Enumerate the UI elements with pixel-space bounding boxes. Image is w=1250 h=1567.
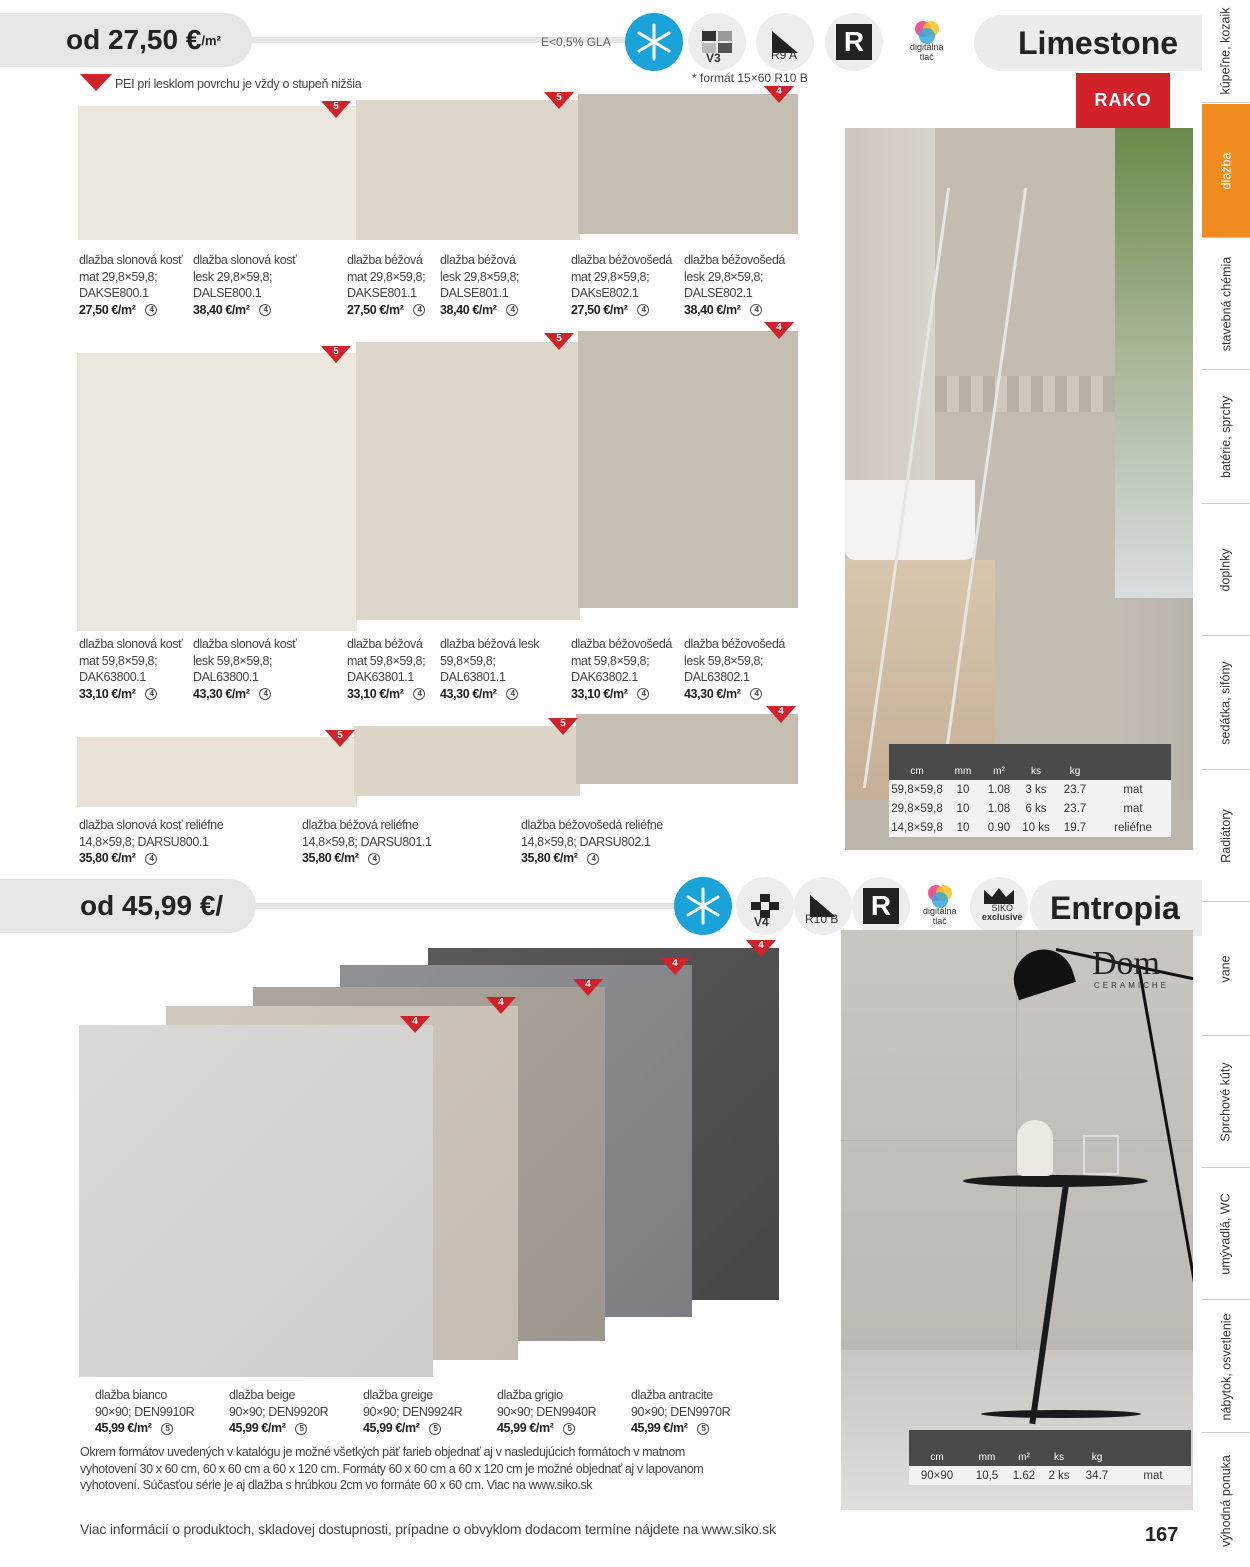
product-size: 90×90; DEN9920R: [229, 1404, 329, 1419]
side-nav-item-accessories[interactable]: [1202, 505, 1250, 636]
slip-resistance-icon: [756, 13, 814, 71]
product-name: dlažba béžová: [347, 637, 423, 651]
spec-cell: 29,8×59,8: [891, 802, 943, 815]
spec-h-cm: cm: [930, 1452, 944, 1463]
spec-cell: 0.90: [987, 821, 1011, 834]
nav-label: umývadlá, WC: [1219, 1193, 1233, 1275]
pei-num-r2-2: 5: [556, 333, 562, 344]
entropia-spec-table: [909, 1430, 1191, 1485]
product-size: 14,8×59,8; DARSU800.1: [79, 834, 209, 849]
slip-label: R9 A: [771, 48, 798, 62]
spec-cell: 1.08: [987, 802, 1011, 815]
spec-h-surface: [1115, 1430, 1191, 1466]
spec-h-cm: cm: [910, 766, 924, 777]
spec-h-m2: m²: [1018, 1452, 1030, 1463]
tile-bianco: [79, 1025, 433, 1377]
product-price: 45,99 €/m²: [497, 1421, 554, 1435]
product-r1-6: [684, 252, 785, 318]
product-name: dlažba béžová: [440, 253, 516, 267]
side-nav-item-shower-enclosures[interactable]: [1202, 1037, 1250, 1168]
tile-ivory-30x60: [78, 106, 358, 240]
product-r1-3: [347, 252, 425, 318]
product-size: 90×90; DEN9970R: [631, 1404, 731, 1419]
tile-beige-60x60: [356, 342, 580, 620]
spec-header: [909, 1430, 1191, 1466]
side-nav-item-furniture-lighting[interactable]: [1202, 1301, 1250, 1433]
pei-badge: 4: [145, 853, 157, 865]
product-name: dlažba béžová: [347, 253, 423, 267]
pei-num-r1-3: 4: [776, 86, 782, 97]
spec-cell: 23.7: [1063, 783, 1087, 796]
tile-beige-30x60: [356, 100, 580, 240]
product-name: dlažba slonová kosť: [193, 637, 297, 651]
product-name: dlažba béžovošedá: [571, 253, 672, 267]
pei-num-e3: 4: [585, 979, 591, 990]
product-size: 90×90; DEN9924R: [363, 1404, 463, 1419]
product-price: 38,40 €/m²: [440, 302, 497, 317]
side-nav-item-tiles[interactable]: [1202, 104, 1250, 238]
product-price: 35,80 €/m²: [79, 851, 136, 865]
pei-badge: 4: [368, 853, 380, 865]
product-name: dlažba greige: [363, 1388, 433, 1402]
digital-print-label: [910, 42, 944, 62]
siko-exclusive-label: [982, 904, 1023, 922]
nav-label: sedátka, sifóny: [1219, 661, 1234, 745]
spec-row: [909, 1466, 1191, 1485]
spec-row: [889, 818, 1171, 837]
side-nav-item-washbasins-wc[interactable]: [1202, 1169, 1250, 1300]
pei-badge: 4: [259, 304, 271, 316]
entropia-title-text: Entropia: [1050, 889, 1180, 926]
pei-badge: 4: [750, 688, 762, 700]
rectified-icon: [825, 13, 883, 71]
pei-badge: 4: [750, 304, 762, 316]
limestone-price-banner: [0, 13, 252, 67]
spec-cell: reliéfne: [1114, 821, 1152, 834]
product-name: dlažba antracite: [631, 1388, 713, 1402]
nav-label: Sprchové kúty: [1219, 1062, 1233, 1142]
product-code: DAK63800.1: [79, 670, 146, 684]
product-name: dlažba béžovošedá: [684, 637, 785, 651]
side-nav-item-bathrooms[interactable]: [1202, 0, 1250, 103]
pei-badge: 4: [637, 688, 649, 700]
product-code: DAKsE802.1: [571, 286, 639, 300]
product-price: 43,30 €/m²: [684, 686, 741, 701]
product-price: 35,80 €/m²: [302, 851, 359, 865]
side-table-top: [963, 1175, 1148, 1187]
product-name: dlažba slonová kosť: [79, 253, 183, 267]
product-price: 33,10 €/m²: [79, 686, 136, 701]
pei-badge: 5: [563, 1423, 575, 1435]
tile-greige-relief: [576, 714, 798, 784]
product-code: DAK63801.1: [347, 670, 414, 684]
product-price: 38,40 €/m²: [684, 302, 741, 317]
side-table-base: [981, 1410, 1141, 1418]
product-price: 45,99 €/m²: [363, 1421, 420, 1435]
product-r1-5: [571, 252, 672, 318]
product-price: 45,99 €/m²: [229, 1421, 286, 1435]
frost-resistant-icon: [674, 877, 732, 935]
dom-logo: Dom: [1092, 945, 1160, 982]
pei-num-r3-2: 5: [560, 718, 566, 729]
pei-badge: 4: [259, 688, 271, 700]
spec-cell: 6 ks: [1025, 802, 1047, 815]
nav-label: Radiátory: [1219, 809, 1233, 863]
spec-cell: 10,5: [975, 1469, 999, 1482]
product-r3-1: [79, 817, 223, 867]
entropia-room-photo: [841, 930, 1193, 1510]
print-line2: tlač: [919, 52, 934, 62]
product-r3-2: [302, 817, 432, 867]
spec-cell: 34.7: [1085, 1469, 1109, 1482]
entropia-series-title: [1030, 880, 1202, 936]
pei-num-r2-1: 5: [333, 346, 339, 357]
rectified-icon: [852, 877, 910, 935]
product-r2-4: [440, 636, 539, 702]
pei-badge: 5: [295, 1423, 307, 1435]
spec-cell: 10: [956, 821, 970, 834]
pei-num-e1: 4: [758, 940, 764, 951]
product-name: dlažba slonová kosť reliéfne: [79, 818, 224, 832]
product-size: mat 29,8×59,8;: [347, 269, 426, 284]
spec-h-kg: kg: [1091, 1452, 1103, 1463]
product-r2-5: [571, 636, 672, 702]
spec-h-kg: kg: [1069, 766, 1081, 777]
spec-h-ks: ks: [1031, 766, 1041, 777]
spec-cell: mat: [1123, 783, 1143, 796]
product-r2-1: [79, 636, 182, 702]
rectified-label: R: [863, 888, 899, 924]
page-number: 167: [1145, 1524, 1179, 1546]
spec-row: [889, 799, 1171, 818]
side-nav-item-construction-chemistry[interactable]: [1202, 239, 1250, 370]
product-e3: [363, 1387, 462, 1437]
print-line1: digitálna: [923, 906, 957, 916]
pei-badge: 4: [413, 304, 425, 316]
pei-num-e5: 4: [412, 1016, 418, 1027]
spec-cell: 14,8×59,8: [891, 821, 943, 834]
spec-cell: mat: [1143, 1469, 1163, 1482]
side-nav: [1202, 0, 1250, 1567]
product-price: 38,40 €/m²: [193, 302, 250, 317]
pei-warning-triangle-icon: [80, 74, 112, 91]
product-name: dlažba slonová kosť: [79, 637, 183, 651]
rako-logo: RAKO: [1076, 73, 1170, 128]
spec-cell: mat: [1123, 802, 1143, 815]
note-line: Okrem formátov uvedených v katalógu je možné všetkých päť farieb objednať aj v nasledujúcich formátoch v matnom: [80, 1445, 685, 1459]
product-e5: [631, 1387, 730, 1437]
product-code: DAL63800.1: [193, 670, 259, 684]
product-name: dlažba slonová kosť: [193, 253, 297, 267]
format-note: * formát 15×60 R10 B: [692, 71, 808, 85]
nav-label: vane: [1218, 955, 1233, 983]
nav-label: kúpeľne, kozaik: [1219, 7, 1233, 95]
product-size: lesk 29,8×59,8;: [684, 269, 764, 284]
product-price: 45,99 €/m²: [95, 1421, 152, 1435]
spec-cell: 3 ks: [1025, 783, 1047, 796]
pei-num-r2-3: 4: [776, 322, 782, 333]
pei-badge: 4: [413, 688, 425, 700]
product-code: DAL63802.1: [684, 670, 750, 684]
pei-badge: 4: [145, 304, 157, 316]
product-name: dlažba béžovošedá: [571, 637, 672, 651]
product-size: lesk 29,8×59,8;: [440, 269, 520, 284]
product-price: 43,30 €/m²: [193, 686, 250, 701]
vase: [1017, 1120, 1053, 1176]
limestone-price-unit: /m²: [201, 32, 221, 48]
pei-num-e4: 4: [498, 997, 504, 1008]
product-size: 59,8×59,8;: [440, 653, 496, 668]
side-nav-item-bathtubs[interactable]: [1202, 903, 1250, 1036]
product-r2-6: [684, 636, 785, 702]
side-nav-item-seats-siphons[interactable]: [1202, 637, 1250, 770]
product-price: 27,50 €/m²: [347, 302, 404, 317]
tile-beige-relief: [354, 726, 580, 796]
pei-num-r3-3: 4: [778, 706, 784, 717]
spec-h-mm: mm: [978, 1452, 996, 1463]
spec-cell: 19.7: [1063, 821, 1087, 834]
gla-text: E<0,5% GLA: [541, 35, 611, 49]
product-r1-4: [440, 252, 519, 318]
nav-label: batérie, sprchy: [1219, 396, 1234, 478]
pei-num-r1-1: 5: [333, 101, 339, 112]
note-line: vyhotovení 30 x 60 cm, 60 x 60 cm a 60 x 120 cm. Formáty 60 x 60 cm a 60 x 120 cm je možné objednať aj v lapovanom: [80, 1461, 704, 1476]
product-r1-2: [193, 252, 296, 318]
glass-object: [1083, 1135, 1119, 1175]
spec-cell: 23.7: [1063, 802, 1087, 815]
dom-logo-sub: CERAMICHE: [1094, 981, 1170, 990]
product-size: mat 59,8×59,8;: [79, 653, 158, 668]
frost-resistant-icon: [625, 13, 683, 71]
nav-label: dlažba: [1219, 152, 1233, 189]
spec-row: [889, 780, 1171, 799]
spec-cell: 10: [956, 783, 970, 796]
limestone-spec-table: [889, 744, 1171, 837]
product-size: lesk 29,8×59,8;: [193, 269, 273, 284]
product-size: mat 29,8×59,8;: [571, 269, 650, 284]
tile-greige-30x60: [578, 94, 798, 234]
product-size: lesk 59,8×59,8;: [193, 653, 273, 668]
product-size: mat 59,8×59,8;: [347, 653, 426, 668]
product-price: 33,10 €/m²: [571, 686, 628, 701]
limestone-bathroom-photo: [845, 128, 1193, 850]
product-code: DAKSE800.1: [79, 286, 149, 300]
spec-cell: 1.08: [987, 783, 1011, 796]
entropia-banner-line: [254, 903, 674, 909]
print-line2: tlač: [932, 916, 947, 926]
product-code: DALSE800.1: [193, 286, 262, 300]
spec-cell: 10 ks: [1022, 821, 1050, 834]
variation-label: V3: [706, 51, 721, 65]
product-r3-3: [521, 817, 663, 867]
product-name: dlažba grigio: [497, 1388, 563, 1402]
spec-cell: 59,8×59,8: [891, 783, 943, 796]
spec-cell: 1.62: [1012, 1469, 1036, 1482]
product-name: dlažba béžová lesk: [440, 637, 540, 651]
pei-badge: 5: [161, 1423, 173, 1435]
product-price: 33,10 €/m²: [347, 686, 404, 701]
pei-note: PEI pri lesklom povrchu je vždy o stupeň nižšia: [115, 77, 362, 91]
product-name: dlažba béžovošedá: [684, 253, 785, 267]
product-name: dlažba beige: [229, 1388, 296, 1402]
product-e1: [95, 1387, 194, 1437]
product-code: DAL63801.1: [440, 670, 506, 684]
product-name: dlažba béžová reliéfne: [302, 818, 419, 832]
spec-h-surface: [1095, 744, 1171, 780]
spec-h-m2: m²: [993, 766, 1005, 777]
pei-badge: 4: [587, 853, 599, 865]
pei-num-e2: 4: [672, 958, 678, 969]
tile-greige-60x60: [578, 331, 798, 608]
tile-ivory-relief: [77, 737, 357, 807]
nav-label: nábytok, osvetlenie: [1219, 1312, 1234, 1421]
exclusive-line1: SIKO: [991, 903, 1014, 913]
product-code: DALSE801.1: [440, 286, 509, 300]
product-code: DAKSE801.1: [347, 286, 417, 300]
nav-label: stavebná chémia: [1219, 256, 1234, 352]
pei-badge: 5: [429, 1423, 441, 1435]
entropia-price-banner: [0, 879, 256, 933]
product-name: dlažba bianco: [95, 1388, 167, 1402]
variation-label: V4: [754, 915, 769, 929]
spec-header: [889, 744, 1171, 780]
print-line1: digitálna: [910, 42, 944, 52]
exclusive-line2: exclusive: [982, 912, 1023, 922]
digital-print-label: [923, 906, 957, 926]
product-size: 90×90; DEN9910R: [95, 1404, 195, 1419]
side-nav-item-radiators[interactable]: [1202, 771, 1250, 902]
pei-badge: 4: [145, 688, 157, 700]
limestone-price: od 27,50 €: [66, 24, 202, 55]
product-size: mat 29,8×59,8;: [79, 269, 158, 284]
product-code: DALSE802.1: [684, 286, 753, 300]
product-r2-2: [193, 636, 296, 702]
product-size: 90×90; DEN9940R: [497, 1404, 597, 1419]
product-price: 45,99 €/m²: [631, 1421, 688, 1435]
window-view: [1115, 128, 1193, 598]
product-price: 27,50 €/m²: [571, 302, 628, 317]
pei-badge: 4: [637, 304, 649, 316]
footer-info: Viac informácií o produktoch, skladovej dostupnosti, prípadne o obvyklom dodacom termíne nájdete na www.siko.sk: [80, 1521, 776, 1537]
slip-resistance-icon: [794, 877, 852, 935]
rectified-label: R: [836, 24, 872, 60]
entropia-format-note: [80, 1444, 840, 1494]
pei-badge: 4: [506, 304, 518, 316]
product-size: 14,8×59,8; DARSU801.1: [302, 834, 432, 849]
side-nav-item-special-offer[interactable]: [1202, 1434, 1250, 1567]
pei-badge: 4: [506, 688, 518, 700]
product-price: 27,50 €/m²: [79, 302, 136, 317]
pei-num-r1-2: 5: [556, 92, 562, 103]
limestone-series-title: [974, 15, 1202, 71]
nav-label: výhodná ponuka: [1219, 1454, 1233, 1547]
pei-badge: 5: [697, 1423, 709, 1435]
slip-label: R10 B: [805, 912, 839, 926]
note-line: vyhotovení. Súčasťou série je aj dlažba s hrúbkou 2cm vo formáte 60 x 60 cm. Viac na www.siko.sk: [80, 1478, 593, 1492]
limestone-title-text: Limestone: [1018, 24, 1179, 61]
tile-ivory-60x60: [77, 353, 357, 631]
spec-h-mm: mm: [954, 766, 972, 777]
spec-cell: 10: [956, 802, 970, 815]
product-size: 14,8×59,8; DARSU802.1: [521, 834, 651, 849]
product-size: lesk 59,8×59,8;: [684, 653, 764, 668]
spec-cell: 2 ks: [1048, 1469, 1070, 1482]
nav-label: doplnky: [1219, 548, 1233, 592]
side-nav-item-faucets-showers[interactable]: [1202, 371, 1250, 504]
product-e4: [497, 1387, 596, 1437]
product-size: mat 59,8×59,8;: [571, 653, 650, 668]
product-code: DAK63802.1: [571, 670, 638, 684]
spec-h-ks: ks: [1054, 1452, 1064, 1463]
spec-cell: 90×90: [920, 1469, 954, 1482]
entropia-price: od 45,99 €/: [80, 890, 224, 921]
product-r1-1: [79, 252, 182, 318]
product-e2: [229, 1387, 328, 1437]
product-name: dlažba béžovošedá reliéfne: [521, 818, 663, 832]
product-price: 43,30 €/m²: [440, 686, 497, 701]
product-r2-3: [347, 636, 425, 702]
product-price: 35,80 €/m²: [521, 851, 578, 865]
pei-num-r3-1: 5: [337, 730, 343, 741]
